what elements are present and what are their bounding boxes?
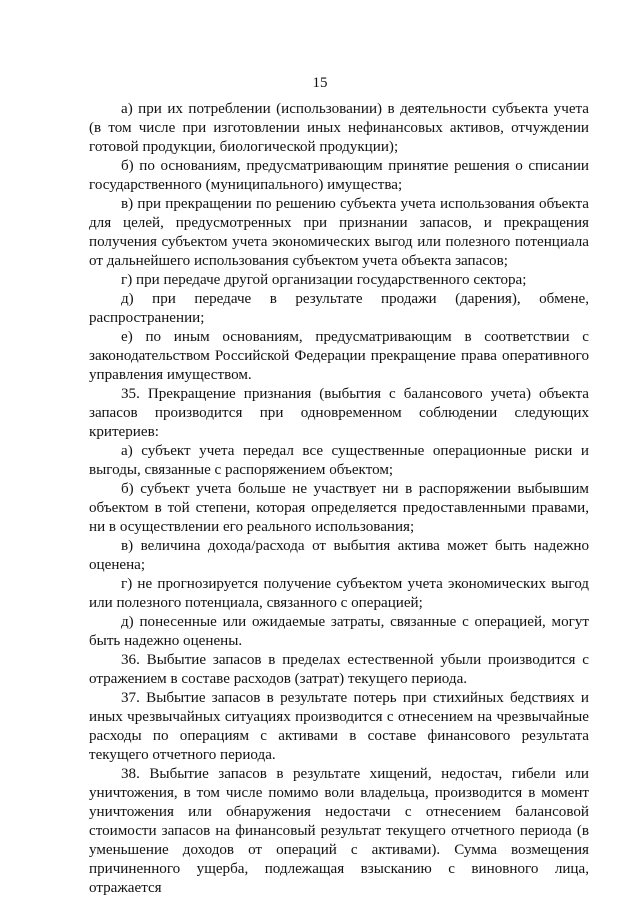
paragraph-38-theft: 38. Выбытие запасов в результате хищений, недостач, гибели или уничтожения, в том числе помимо воли владельца, производится в момент уничтожения или обнаружения недостачи с отнесением балансовой стоимости запасов на финансовый результат текущего отчетного периода (в уменьшение доходов от операций с активами). Сумма возмещения причиненного ущерба, подлежащая взысканию с виновного лица, отражается [89, 766, 589, 896]
paragraph-g-transfer: г) при передаче другой организации государственного сектора; [121, 272, 527, 288]
document-body [89, 100, 589, 898]
paragraph-a-consumption: а) при их потреблении (использовании) в деятельности субъекта учета (в том числе при изготовлении иных нефинансовых активов, отчуждении готовой продукции, биологической продукции); [89, 101, 589, 155]
paragraph-37-disasters: 37. Выбытие запасов в результате потерь при стихийных бедствиях и иных чрезвычайных ситуациях производится с отнесением на чрезвычайные расходы по операциям с активами в составе финансового результата текущего отчетного периода. [89, 690, 589, 763]
page-number: 15 [312, 75, 328, 91]
paragraph-36-natural-loss: 36. Выбытие запасов в пределах естественной убыли производится с отражением в составе расходов (затрат) текущего периода. [89, 652, 589, 687]
paragraph-b-write-off: б) по основаниям, предусматривающим принятие решения о списании государственного (муниципального) имущества; [89, 158, 589, 193]
paragraph-criterion-b: б) субъект учета больше не участвует ни в распоряжении выбывшим объектом в той степени, которая определяется предоставленными правами, ни в осуществлении его реального использования; [89, 481, 589, 535]
paragraph-v-termination: в) при прекращении по решению субъекта учета использования объекта для целей, предусмотренных при признании запасов, и прекращения получения субъектом учета экономических выгод или полезного потенциала от дальнейшего использования субъектом учета объекта запасов; [89, 196, 589, 269]
paragraph-criterion-a: а) субъект учета передал все существенные операционные риски и выгоды, связанные с распоряжением объектом; [89, 443, 589, 478]
paragraph-d-sale: д) при передаче в результате продажи (дарения), обмене, распространении; [89, 291, 589, 326]
paragraph-criterion-d: д) понесенные или ожидаемые затраты, связанные с операцией, могут быть надежно оценены. [89, 614, 589, 649]
paragraph-criterion-v: в) величина дохода/расхода от выбытия актива может быть надежно оценена; [89, 538, 589, 573]
paragraph-e-other-grounds: е) по иным основаниям, предусматривающим в соответствии с законодательством Российской Федерации прекращение права оперативного управления имуществом. [89, 329, 589, 383]
paragraph-criterion-g: г) не прогнозируется получение субъектом учета экономических выгод или полезного потенциала, связанного с операцией; [89, 576, 589, 611]
paragraph-35-criteria: 35. Прекращение признания (выбытия с балансового учета) объекта запасов производится при одновременном соблюдении следующих критериев: [89, 386, 589, 440]
